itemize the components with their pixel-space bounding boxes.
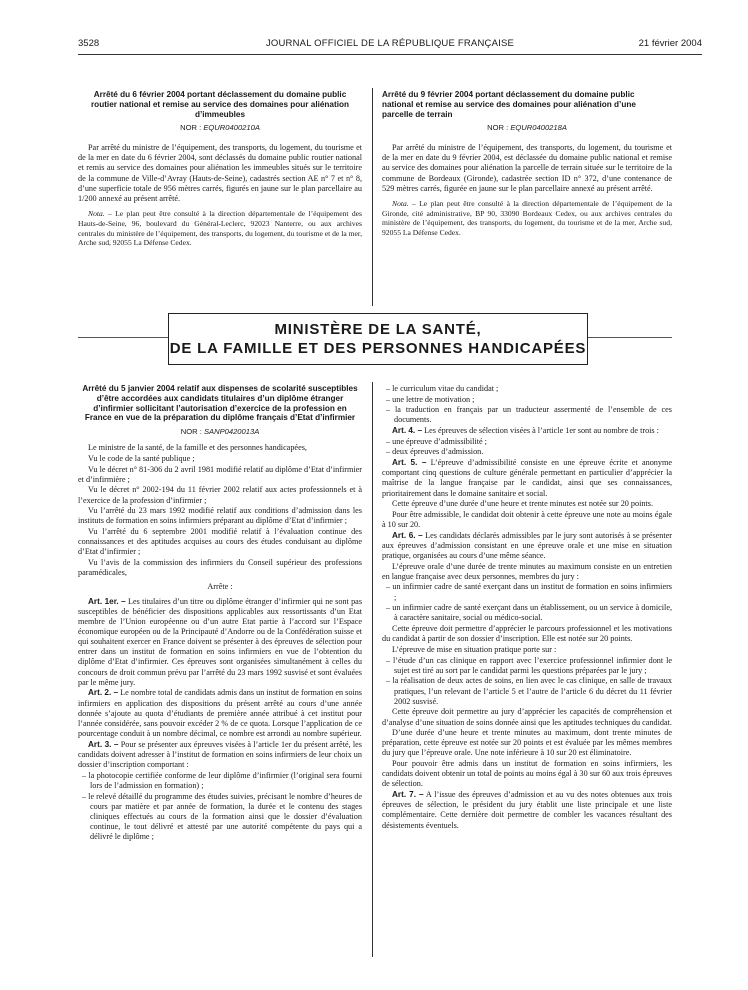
issue-date: 21 février 2004 <box>638 38 702 49</box>
list-item: – la photocopie certifiée conforme de leur diplôme d’infirmier (l’original sera fourni lors de l’admission en formation) ; <box>82 770 362 790</box>
nor-code: EQUR0400218A <box>510 123 567 133</box>
decree-title: Arrêté du 5 janvier 2004 relatif aux dispenses de scolarité susceptibles d’être accordées aux candidats titulaires d’un diplôme étranger d’infirmier sollicitant l’autorisation d’exercice de la profession en France en vue de la préparation du diplôme français d’Etat d’infirmier <box>82 384 358 423</box>
list-item: – le curriculum vitae du candidat ; <box>386 384 499 393</box>
visa-line: Vu le décret n° 81-306 du 2 avril 1981 modifié relatif au diplôme d’Etat d’infirmier et d’infirmière ; <box>78 464 362 484</box>
list-item: – l’étude d’un cas clinique en rapport avec l’exercice professionnel infirmier dont le sujet est tiré au sort par le candidat parmi les questions préparées par le jury ; <box>386 655 672 675</box>
banner-rule-left <box>78 337 168 338</box>
decree-note <box>78 209 362 247</box>
note-label: Nota. – <box>392 199 416 209</box>
visa-line: Vu le code de la santé publique ; <box>88 454 195 463</box>
article-5 <box>382 458 672 499</box>
list-item: – une lettre de motivation ; <box>386 394 475 404</box>
article-text: Le nombre total de candidats admis dans un institut de formation en soins infirmiers en application des dispositions du présent arrêté au cours d’une année donnée s’ajoute au quota d’étudiants de première année attribué à cet institut pour l’année considérée, sans pouvoir excéder 2 % de ce quota. Lorsque l’application de ce pourcentage conduit à un nombre décimal, ce nombre est arrondi au nombre supérieur. <box>78 688 362 739</box>
article-text: Les candidats déclarés admissibles par le jury sont autorisés à se présenter aux épreuves d’admission consistant en une épreuve orale et une mise en situation pratique, organisées au cours d’une même séance. <box>382 530 673 560</box>
page-header <box>78 38 702 52</box>
note-text: Le plan peut être consulté à la direction départementale de l’équipement de la Gironde, cité administrative, BP 90, 33090 Bordeaux Cedex, ou aux archives centrales du ministère de l’équipement, des transports, du logement, du tourisme et de la mer, Arche sud, 92055 La Défense Cedex. <box>382 199 672 237</box>
article-label: Art. 5. – <box>392 458 427 468</box>
arrete-ville-davray <box>78 90 362 248</box>
note-text: Le plan peut être consulté à la direction départementale de l’équipement des Hauts-de-Seine, 96, boulevard du Général-Leclerc, 92023 Nanterre, ou aux archives centrales du ministère de l’équipement, des transports, du logement, du tourisme et de la mer, Arche sud, 92055 La Défense Cedex. <box>78 209 362 248</box>
list-item: – un infirmier cadre de santé exerçant dans un institut de formation en soins infirmiers ; <box>386 582 672 602</box>
ministry-banner <box>168 313 588 365</box>
decree-body: Par arrêté du ministre de l’équipement, des transports, du logement, du tourisme et de la mer en date du 9 février 2004, est déclassée du domaine public national et remise au service des domaines pour aliénation la parcelle de terrain située sur le territoire de la commune de Bordeaux (Gironde), cadastrée section ID n° 372, d’une contenance de 529 mètres carrés, figurée en jaune sur le plan parcellaire annexé au présent arrêté. <box>382 142 672 193</box>
column-divider-top <box>372 88 373 306</box>
column-divider-bottom <box>372 382 373 957</box>
article-text: Pour se présenter aux épreuves visées à l’article 1er du présent arrêté, les candidats doivent adresser à l’institut de formation en soins infirmiers de leur choix un dossier d’inscription comportant : <box>78 739 362 770</box>
article-label: Art. 6. – <box>392 530 423 540</box>
article-6 <box>382 531 672 561</box>
nor-reference <box>78 123 362 133</box>
decree-body: Par arrêté du ministre de l’équipement, des transports, du logement, du tourisme et de la mer en date du 6 février 2004, sont déclassés du domaine public routier national et remis au service des domaines pour aliénation les immeubles situés sur le territoire de la commune de Ville-d’Avray (Hauts-de-Seine), cadastrés section AE n° 7 et n° 8, d’une superficie totale de 956 mètres carrés, figurés en jaune sur le plan parcellaire au 1/200 annexé au présent arrêté. <box>78 142 362 204</box>
visa-line: Vu le décret n° 2002-194 du 11 février 2002 relatif aux actes professionnels et à l’exercice de la profession d’infirmier ; <box>78 485 362 505</box>
arrete-dispenses-scolarite <box>78 384 362 843</box>
nor-label: NOR : <box>180 427 202 437</box>
nor-label: NOR : <box>487 123 509 133</box>
visa-line: Vu l’arrêté du 6 septembre 2001 modifié relatif à l’évaluation continue des connaissances et des aptitudes acquises au cours des études conduisant au diplôme d’Etat d’infirmier ; <box>78 527 362 557</box>
article-text: L’épreuve d’admissibilité consiste en une épreuve écrite et anonyme comportant cinq questions de culture générale permettant en particulier d’apprécier la maîtrise de la langue française par le candidat, ainsi que ses connaissances, prioritairement dans le domaine sanitaire et social. <box>382 458 672 498</box>
article-label: Art. 2. – <box>88 688 119 698</box>
banner-rule-right <box>588 337 672 338</box>
nor-reference <box>382 123 672 133</box>
arrete-heading: Arrête : <box>207 582 233 592</box>
nor-label: NOR : <box>180 123 202 133</box>
article-text: A l’issue des épreuves d’admission et au vu des notes obtenues aux trois épreuves de sélection, le président du jury établit une liste principale et une liste complémentaire. Cette dernière doit permettre de combler les vacances résultant des désistements éventuels. <box>382 790 672 830</box>
paragraph: L’épreuve de mise en situation pratique porte sur : <box>392 644 557 654</box>
paragraph: Cette épreuve doit permettre d’apprécier le parcours professionnel et les motivations du candidat à partir de son dossier d’inscription. Elle est notée sur 20 points. <box>382 624 672 644</box>
nor-code: EQUR0400210A <box>203 123 260 133</box>
paragraph: Cette épreuve d’une durée d’une heure et trente minutes est notée sur 20 points. <box>392 499 654 509</box>
article-3 <box>78 740 362 770</box>
list-item: – le relevé détaillé du programme des études suivies, précisant le nombre d’heures de cours par matière et par année de formation, la durée et le contenu des stages cliniques effectués au cours de la formation ainsi que le dossier d’évaluation continue, le tout délivré et attesté par une autorité compétente du pays qui a délivré le diplôme ; <box>82 791 362 842</box>
header-rule <box>78 54 702 55</box>
ministry-name-line1: MINISTÈRE DE LA SANTÉ, <box>274 321 482 338</box>
nor-reference <box>78 427 362 437</box>
article-4 <box>382 426 672 436</box>
arrete-bordeaux <box>382 90 672 238</box>
page-number: 3528 <box>78 38 100 49</box>
article-label: Art. 4. – <box>392 426 423 436</box>
list-item: – un infirmier cadre de santé exerçant dans un établissement, ou un service à domicile, à caractère sanitaire, social ou médico-social. <box>386 603 672 623</box>
article-7 <box>382 790 672 831</box>
arrete-dispenses-suite <box>382 384 672 831</box>
paragraph: Pour pouvoir être admis dans un institut de formation en soins infirmiers, les candidats doivent obtenir un total de points au moins égal à 30 sur 60 aux trois épreuves de sélection. <box>382 759 672 789</box>
visa-line: Vu l’arrêté du 23 mars 1992 modifié relatif aux conditions d’admission dans les instituts de formation en soins infirmiers préparant au diplôme d’Etat d’infirmier ; <box>78 506 362 526</box>
visa-line: Vu l’avis de la commission des infirmiers du Conseil supérieur des professions paramédicales, <box>78 558 362 578</box>
paragraph: Cette épreuve doit permettre au jury d’apprécier les capacités de compréhension et d’analyse d’une situation de soins donnée ainsi que les aptitudes techniques du candidat. <box>382 707 672 727</box>
nor-code: SANP0420013A <box>203 427 260 437</box>
article-2 <box>78 688 362 739</box>
decree-title: Arrêté du 9 février 2004 portant déclassement du domaine public national et remise au service des domaines pour aliénation d’une parcelle de terrain <box>382 90 636 119</box>
decree-title: Arrêté du 6 février 2004 portant déclassement du domaine public routier national et remise au service des domaines pour aliénation d’immeubles <box>91 90 349 119</box>
list-item: – la réalisation de deux actes de soins, en lien avec le cas clinique, en salle de travaux pratiques, l’un relevant de l’article 5 et l’autre de l’article 6 du décret du 11 février 2002 susvisé. <box>386 676 672 706</box>
ministry-name-line2: DE LA FAMILLE ET DES PERSONNES HANDICAPÉES <box>169 340 587 357</box>
paragraph: L’épreuve orale d’une durée de trente minutes au maximum consiste en un entretien en langue française avec deux personnes, membres du jury : <box>382 561 672 581</box>
decree-intro: Le ministre de la santé, de la famille et des personnes handicapées, <box>88 443 307 453</box>
decree-note <box>382 199 672 237</box>
journal-title: JOURNAL OFFICIEL DE LA RÉPUBLIQUE FRANÇAISE <box>265 38 515 49</box>
list-item: – une épreuve d’admissibilité ; <box>386 436 487 446</box>
list-item: – deux épreuves d’admission. <box>386 447 484 457</box>
article-label: Art. 3. – <box>88 739 119 749</box>
article-text: Les épreuves de sélection visées à l’article 1er sont au nombre de trois : <box>424 426 659 436</box>
note-label: Nota. – <box>88 209 112 219</box>
paragraph: D’une durée d’une heure et trente minutes au maximum, dont trente minutes de préparation, cette épreuve est notée sur 20 points et est évaluée par les mêmes membres du jury que l’épreuve orale. Une note inférieure à 10 sur 20 est éliminatoire. <box>382 728 672 758</box>
article-label: Art. 1er. – <box>88 596 126 606</box>
list-item: – la traduction en français par un traducteur assermenté de l’ensemble de ces documents. <box>386 405 672 425</box>
article-1 <box>78 597 362 688</box>
paragraph: Pour être admissible, le candidat doit obtenir à cette épreuve une note au moins égale à 10 sur 20. <box>382 509 672 530</box>
article-label: Art. 7. – <box>392 790 424 800</box>
article-text: Les titulaires d’un titre ou diplôme étranger d’infirmier qui ne sont pas susceptibles de bénéficier des dispositions applicables aux ressortissants d’un Etat membre de l’Union européenne ou d’un autre Etat partie à l’accord sur l’Espace économique européen ou de la Principauté d’Andorre ou de la Confédération suisse et qui souhaitent exercer en France doivent se présenter à des épreuves de sélection pour entrer dans un institut de formation en soins infirmiers en vue de l’obtention du diplôme d’Etat d’infirmier. Ces épreuves sont organisées simultanément à celles du concours de droit commun prévu par l’arrêté du 23 mars 1992 susvisé et sont évaluées par le même jury. <box>78 596 363 687</box>
